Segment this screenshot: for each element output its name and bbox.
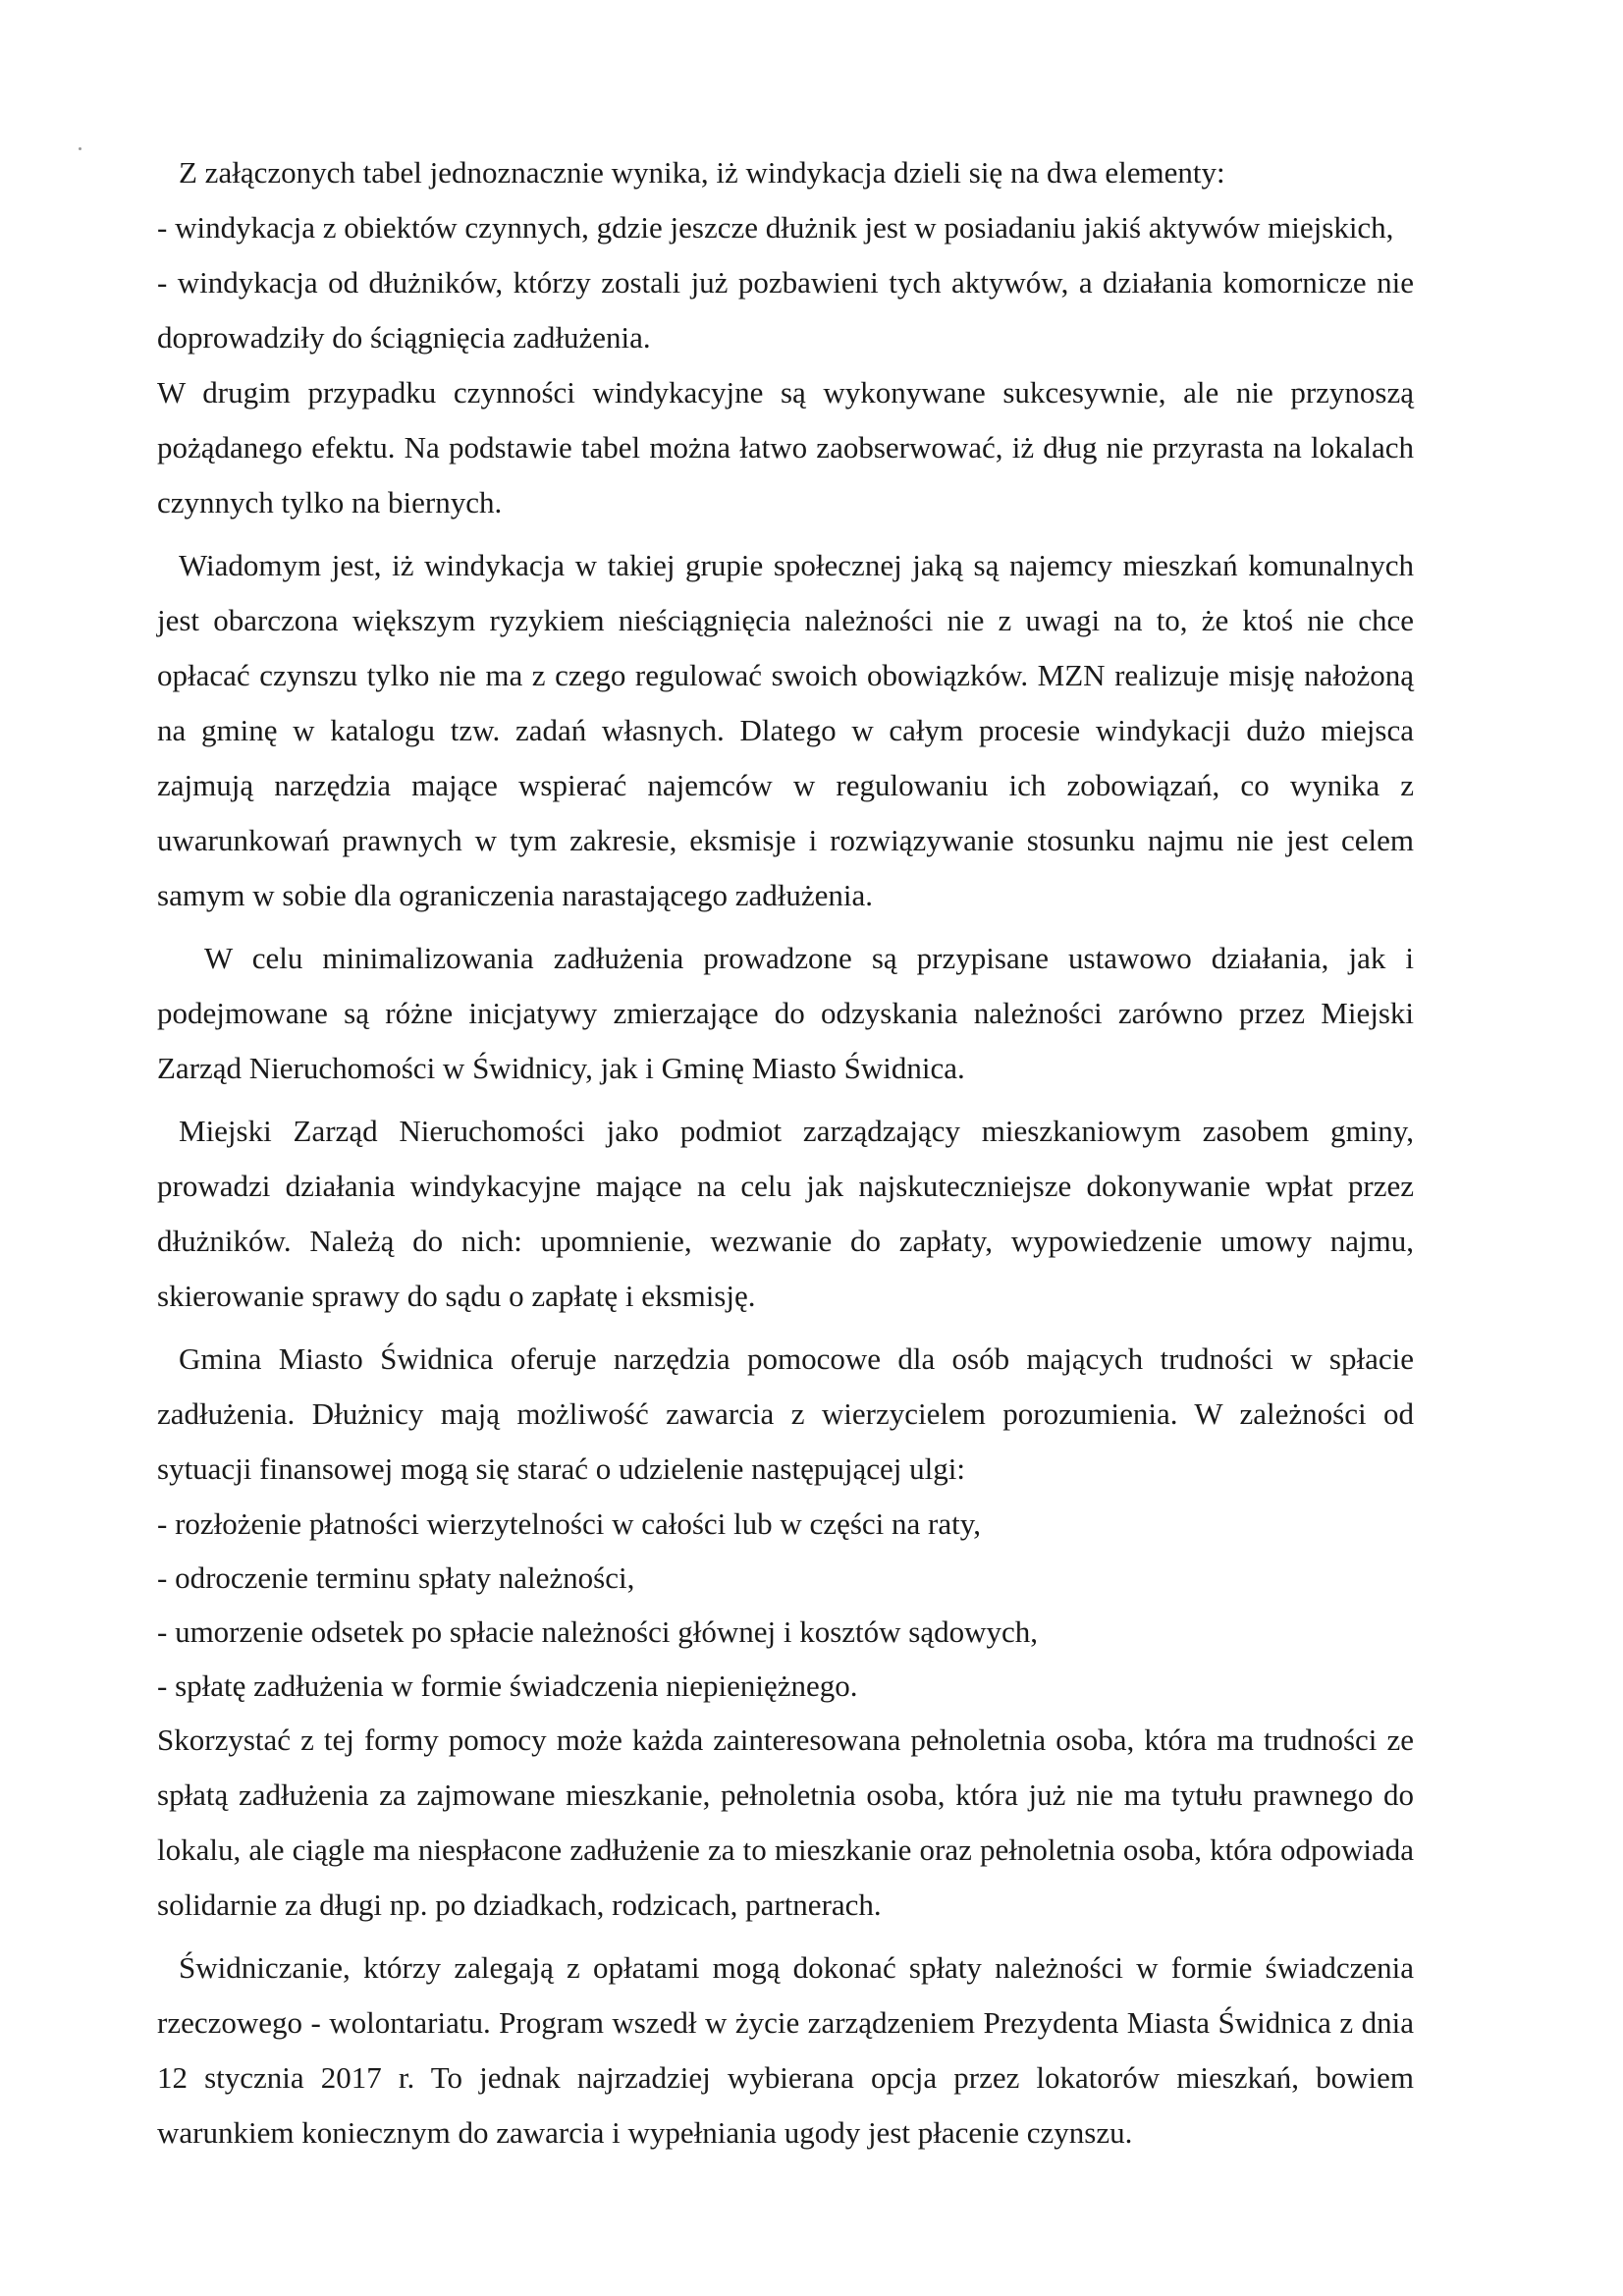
paragraph-second-case: W drugim przypadku czynności windykacyjne są wykonywane sukcesywnie, ale nie przynoszą pożądanego efektu. Na podstawie tabel można łatwo zaobserwować, iż dług nie przyrasta na lokalach czynnych tylko na biernych. [157,375,1414,519]
paragraph-intro: Z załączonych tabel jednoznacznie wynika, iż windykacja dzieli się na dwa elementy: [179,155,1225,190]
relief-item: - rozłożenie płatności wierzytelności w całości lub w części na raty, [157,1506,981,1541]
relief-item: - umorzenie odsetek po spłacie należności głównej i kosztów sądowych, [157,1614,1039,1649]
list-item-active-objects: - windykacja z obiektów czynnych, gdzie jeszcze dłużnik jest w posiadaniu jakiś aktywów miejskich, [157,210,1394,245]
scan-speck [79,147,81,150]
paragraph-risk: Wiadomym jest, iż windykacja w takiej grupie społecznej jaką są najemcy mieszkań komunalnych jest obarczona większym ryzykiem nieściągnięcia należności nie z uwagi na to, że ktoś nie chce opłacać czynszu tylko nie ma z czego regulować swoich obowiązków. MZN realizuje misję nałożoną na gminę w katalogu tzw. zadań własnych. Dlatego w całym procesie windykacji dużo miejsca zajmują narzędzia mające wspierać najemców w regulowaniu ich zobowiązań, co wynika z uwarunkowań prawnych w tym zakresie, eksmisje i rozwiązywanie stosunku najmu nie jest celem samym w sobie dla ograniczenia narastającego zadłużenia. [157,548,1414,912]
relief-item: - odroczenie terminu spłaty należności, [157,1560,635,1595]
paragraph-support-tools: Gmina Miasto Świdnica oferuje narzędzia pomocowe dla osób mających trudności w spłacie zadłużenia. Dłużnicy mają możliwość zawarcia z wierzycielem porozumienia. W zależności od sytuacji finansowej mogą się starać o udzielenie następującej ulgi: [157,1341,1414,1486]
list-item-former-debtors: - windykacja od dłużników, którzy zostali już pozbawieni tych aktywów, a działania komornicze nie doprowadziły do ściągnięcia zadłużenia. [157,265,1414,355]
paragraph-volunteering: Świdniczanie, którzy zalegają z opłatami mogą dokonać spłaty należności w formie świadczenia rzeczowego - wolontariatu. Program wszedł w życie zarządzeniem Prezydenta Miasta Świdnica z dnia 12 stycznia 2017 r. To jednak najrzadziej wybierana opcja przez lokatorów mieszkań, bowiem warunkiem koniecznym do zawarcia i wypełniania ugody jest płacenie czynszu. [157,1950,1414,2150]
relief-item: - spłatę zadłużenia w formie świadczenia niepieniężnego. [157,1668,858,1703]
document-page [157,145,1414,2160]
paragraph-minimizing-debt: W celu minimalizowania zadłużenia prowadzone są przypisane ustawowo działania, jak i podejmowane są różne inicjatywy zmierzające do odzyskania należności zarówno przez Miejski Zarząd Nieruchomości w Świdnicy, jak i Gminę Miasto Świdnica. [157,941,1414,1085]
paragraph-eligibility: Skorzystać z tej formy pomocy może każda zainteresowana pełnoletnia osoba, która ma trudności ze spłatą zadłużenia za zajmowane mieszkanie, pełnoletnia osoba, która już nie ma tytułu prawnego do lokalu, ale ciągle ma niespłacone zadłużenie za to mieszkanie oraz pełnoletnia osoba, która odpowiada solidarnie za długi np. po dziadkach, rodzicach, partnerach. [157,1722,1414,1922]
paragraph-mzn-actions: Miejski Zarząd Nieruchomości jako podmiot zarządzający mieszkaniowym zasobem gminy, prowadzi działania windykacyjne mające na celu jak najskuteczniejsze dokonywanie wpłat przez dłużników. Należą do nich: upomnienie, wezwanie do zapłaty, wypowiedzenie umowy najmu, skierowanie sprawy do sądu o zapłatę i eksmisję. [157,1114,1414,1313]
